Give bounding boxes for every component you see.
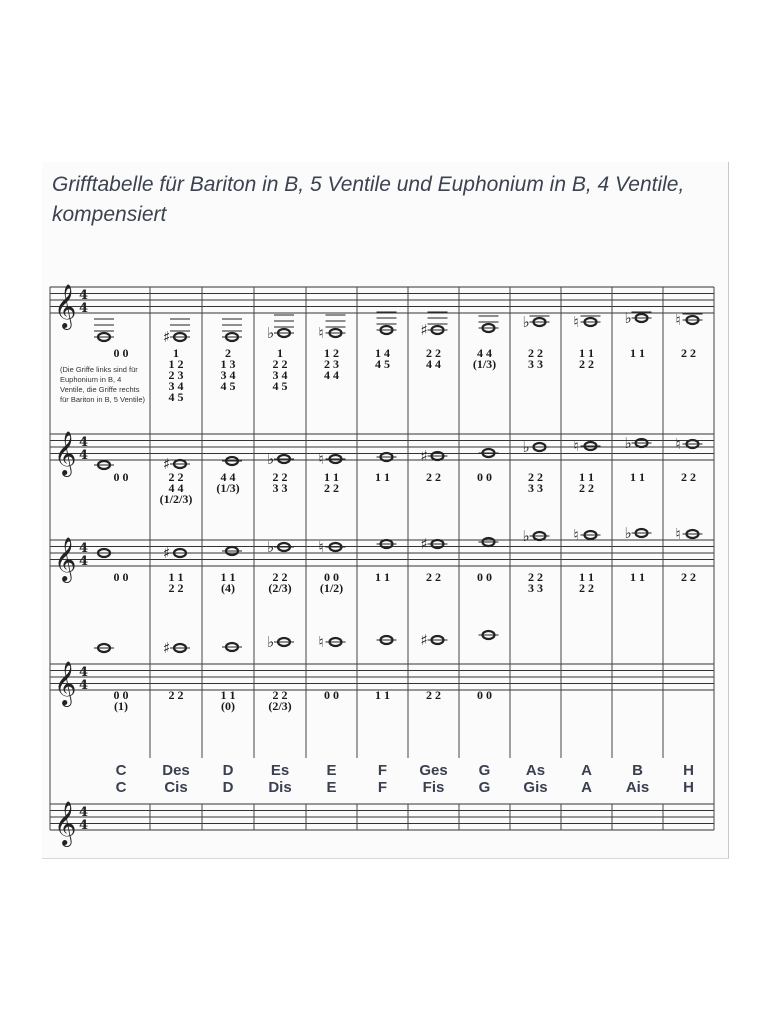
note-name-secondary: Ais — [625, 779, 650, 796]
note-name — [510, 762, 561, 796]
fingering-cell: 1 1 2 2 — [324, 470, 339, 495]
note-name — [254, 762, 306, 796]
fingering-cell: 2 2 3 3 — [528, 470, 543, 495]
natural-icon: ♮ — [318, 324, 324, 342]
natural-icon: ♮ — [318, 450, 324, 468]
sharp-icon: ♯ — [420, 631, 428, 649]
natural-icon: ♮ — [573, 313, 579, 331]
time-signature: 4 — [79, 554, 89, 569]
fingering-cell: 0 0 — [477, 470, 492, 484]
time-signature: 4 — [79, 818, 89, 833]
fingering-cell: 1 2 2 3 4 4 5 — [272, 346, 288, 393]
note-name-primary: B — [632, 762, 643, 779]
note-name-secondary: A — [581, 779, 592, 796]
note-name — [408, 762, 459, 796]
note-name-primary: H — [683, 762, 694, 779]
note-name-primary: A — [581, 762, 592, 779]
fingering-cell: 2 2 4 4 — [426, 346, 441, 371]
sharp-icon: ♯ — [163, 639, 171, 657]
flat-icon: ♭ — [267, 450, 275, 468]
fingering-cell: 0 0 — [477, 570, 492, 584]
sharp-icon: ♯ — [163, 455, 171, 473]
flat-icon: ♭ — [267, 538, 275, 556]
sharp-icon: ♯ — [420, 447, 428, 465]
note-name — [306, 762, 357, 796]
fingering-cell: 2 2 (2/3) — [268, 688, 292, 713]
time-signature: 4 — [79, 448, 89, 463]
fingering-cell: 4 4 (1/3) — [216, 470, 240, 495]
sharp-icon: ♯ — [420, 535, 428, 553]
note-name-secondary: G — [478, 779, 491, 796]
fingering-cell: 0 0 — [477, 688, 492, 702]
fingering-cell: 1 1 2 2 — [168, 570, 184, 595]
sharp-icon: ♯ — [163, 328, 171, 346]
fingering-cell: 2 2 — [681, 570, 696, 584]
flat-icon: ♭ — [624, 434, 632, 452]
time-signature: 4 — [79, 665, 89, 680]
note-name-primary: As — [525, 762, 546, 779]
natural-icon: ♮ — [675, 435, 681, 453]
note-name — [357, 762, 408, 796]
fingering-cell: 1 1 2 2 — [579, 470, 594, 495]
time-signature: 4 — [79, 541, 89, 556]
natural-icon: ♮ — [573, 526, 579, 544]
fingering-cell: 2 2 — [426, 570, 441, 584]
fingering-cell: 0 0 (1/2) — [319, 570, 344, 595]
fingering-cell: 2 2 3 3 — [528, 346, 543, 371]
note-name-secondary: D — [222, 779, 234, 796]
flat-icon: ♭ — [624, 309, 632, 327]
flat-icon: ♭ — [522, 527, 530, 545]
treble-clef-icon: 𝄞 — [54, 801, 77, 845]
fingering-cell: 2 2 — [681, 346, 696, 360]
fingering-cell: 1 1 — [630, 470, 645, 484]
fingering-cell: 0 0 — [113, 470, 129, 484]
note-name-primary: D — [222, 762, 234, 779]
fingering-cell: 1 2 2 3 4 4 — [324, 346, 339, 382]
note-name-secondary: F — [377, 779, 388, 796]
note-name — [150, 762, 202, 796]
treble-clef-icon: 𝄞 — [54, 661, 77, 705]
fingering-cell: 2 2 — [681, 470, 696, 484]
fingering-cell: 1 1 (0) — [220, 688, 236, 713]
note-name-secondary: E — [326, 779, 337, 796]
sharp-icon: ♯ — [420, 321, 428, 339]
note-name-secondary: Cis — [164, 779, 188, 796]
note-name — [561, 762, 612, 796]
natural-icon: ♮ — [318, 538, 324, 556]
fingering-cell: 1 1 — [630, 346, 645, 360]
time-signature: 4 — [79, 805, 89, 820]
note-name — [92, 762, 150, 796]
fingering-cell: 2 2 (2/3) — [268, 570, 292, 595]
natural-icon: ♮ — [675, 525, 681, 543]
note-name-secondary: C — [115, 779, 127, 796]
fingering-cell: 2 1 3 3 4 4 5 — [220, 346, 236, 393]
treble-clef-icon: 𝄞 — [54, 537, 77, 581]
fingering-cell: 1 1 2 2 — [579, 570, 594, 595]
instruction-note: (Die Griffe links sind für Euphonium in B, 4 Ventile, die Griffe rechts für Bariton in B, 5 Ventile) — [60, 365, 146, 404]
note-name-secondary: H — [683, 779, 694, 796]
note-name-secondary: Dis — [268, 779, 292, 796]
fingering-cell: 0 0 — [113, 346, 129, 360]
note-name-secondary: Gis — [523, 779, 548, 796]
flat-icon: ♭ — [522, 438, 530, 456]
sharp-icon: ♯ — [163, 544, 171, 562]
fingering-cell: 2 2 4 4 (1/2/3) — [159, 470, 193, 506]
flat-icon: ♭ — [522, 313, 530, 331]
fingering-cell: 2 2 3 3 — [272, 470, 288, 495]
fingering-cell: 0 0 (1) — [113, 688, 129, 713]
note-name-primary: Des — [162, 762, 190, 779]
fingering-cell: 1 1 — [375, 688, 390, 702]
note-name — [459, 762, 510, 796]
note-name — [612, 762, 663, 796]
fingering-cell: 2 2 — [168, 688, 184, 702]
note-name-primary: C — [115, 762, 127, 779]
fingering-cell: 0 0 — [324, 688, 339, 702]
note-name-primary: E — [326, 762, 337, 779]
fingering-cell: 1 1 — [375, 470, 390, 484]
fingering-cell: 1 1 — [630, 570, 645, 584]
treble-clef-icon: 𝄞 — [54, 284, 77, 328]
fingering-cell: 1 1 2 2 3 3 4 4 5 — [168, 346, 184, 404]
natural-icon: ♮ — [675, 311, 681, 329]
time-signature: 4 — [79, 678, 89, 693]
fingering-cell: 1 1 2 2 — [579, 346, 594, 371]
natural-icon: ♮ — [318, 633, 324, 651]
fingering-cell: 1 1 — [375, 570, 390, 584]
fingering-cell: 2 2 — [426, 688, 441, 702]
note-name — [202, 762, 254, 796]
time-signature: 4 — [79, 288, 89, 303]
treble-clef-icon: 𝄞 — [54, 431, 77, 475]
fingering-cell: 1 4 4 5 — [375, 346, 390, 371]
note-name-primary: G — [478, 762, 491, 779]
page-title: Grifftabelle für Bariton in B, 5 Ventile und Euphonium in B, 4 Ventile, kompensiert — [52, 173, 685, 226]
fingering-cell: 0 0 — [113, 570, 129, 584]
note-name-primary: Ges — [419, 762, 448, 779]
time-signature: 4 — [79, 301, 89, 316]
natural-icon: ♮ — [573, 437, 579, 455]
flat-icon: ♭ — [267, 324, 275, 342]
flat-icon: ♭ — [267, 633, 275, 651]
note-name-secondary: Fis — [422, 779, 445, 796]
note-name-primary: Es — [270, 762, 290, 779]
fingering-cell: 2 2 — [426, 470, 441, 484]
flat-icon: ♭ — [624, 524, 632, 542]
time-signature: 4 — [79, 435, 89, 450]
fingering-cell: 1 1 (4) — [220, 570, 236, 595]
note-name — [663, 762, 714, 796]
fingering-cell: 2 2 3 3 — [528, 570, 543, 595]
note-name-primary: F — [377, 762, 388, 779]
fingering-cell: 4 4 (1/3) — [472, 346, 497, 371]
